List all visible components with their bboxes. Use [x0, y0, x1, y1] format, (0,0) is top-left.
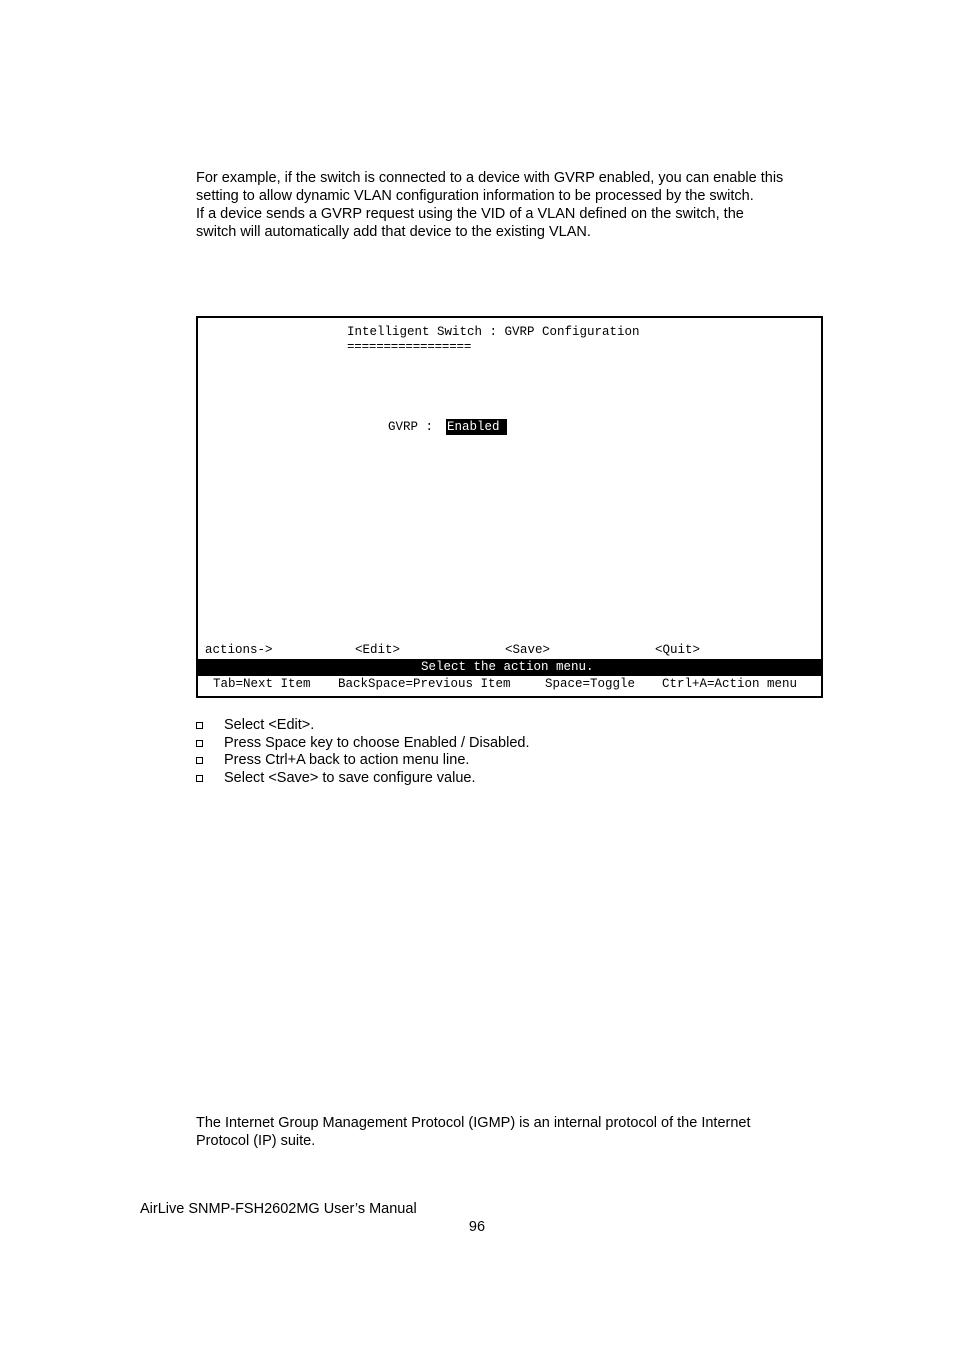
help-bar [198, 675, 821, 692]
intro-paragraph [196, 169, 826, 241]
terminal-title-underline: ================= [347, 340, 472, 354]
igmp-paragraph [196, 1114, 826, 1150]
help-tab: Tab=Next Item [213, 677, 311, 691]
checkbox-bullet-icon [196, 757, 203, 764]
save-action[interactable]: <Save> [505, 643, 551, 657]
help-ctrl-a: Ctrl+A=Action menu [662, 677, 798, 691]
help-space: Space=Toggle [545, 677, 636, 691]
igmp-line: The Internet Group Management Protocol (IGMP) is an internal protocol of the Internet [196, 1115, 751, 1131]
list-item-text: Press Ctrl+A back to action menu line. [224, 752, 470, 769]
list-item-text: Select <Edit>. [224, 717, 315, 733]
checkbox-bullet-icon [196, 775, 203, 782]
quit-action[interactable]: <Quit> [655, 643, 701, 657]
status-bar [198, 659, 821, 675]
page-number: 96 [468, 1219, 486, 1235]
checkbox-bullet-icon [196, 722, 203, 729]
edit-action[interactable]: <Edit> [355, 643, 401, 657]
intro-line: If a device sends a GVRP request using the VID of a VLAN defined on the switch, the [196, 206, 744, 222]
gvrp-value-field[interactable]: Enabled [446, 419, 507, 435]
intro-line: setting to allow dynamic VLAN configuration information to be processed by the switch. [196, 188, 754, 204]
gvrp-label: GVRP : [388, 420, 434, 434]
terminal-screenshot [196, 316, 823, 698]
list-item-text: Press Space key to choose Enabled / Disabled. [224, 734, 530, 751]
igmp-line: Protocol (IP) suite. [196, 1133, 316, 1149]
intro-line: switch will automatically add that device to the existing VLAN. [196, 224, 591, 240]
help-backspace: BackSpace=Previous Item [338, 677, 511, 691]
status-message: Select the action menu. [421, 660, 594, 674]
checkbox-bullet-icon [196, 740, 203, 747]
footer-manual-title: AirLive SNMP-FSH2602MG User’s Manual [140, 1201, 417, 1217]
list-item-text: Select <Save> to save configure value. [224, 770, 476, 787]
terminal-title: Intelligent Switch : GVRP Configuration [347, 325, 640, 339]
intro-line: For example, if the switch is connected to a device with GVRP enabled, you can enable this [196, 170, 784, 186]
actions-label: actions-> [205, 643, 273, 657]
